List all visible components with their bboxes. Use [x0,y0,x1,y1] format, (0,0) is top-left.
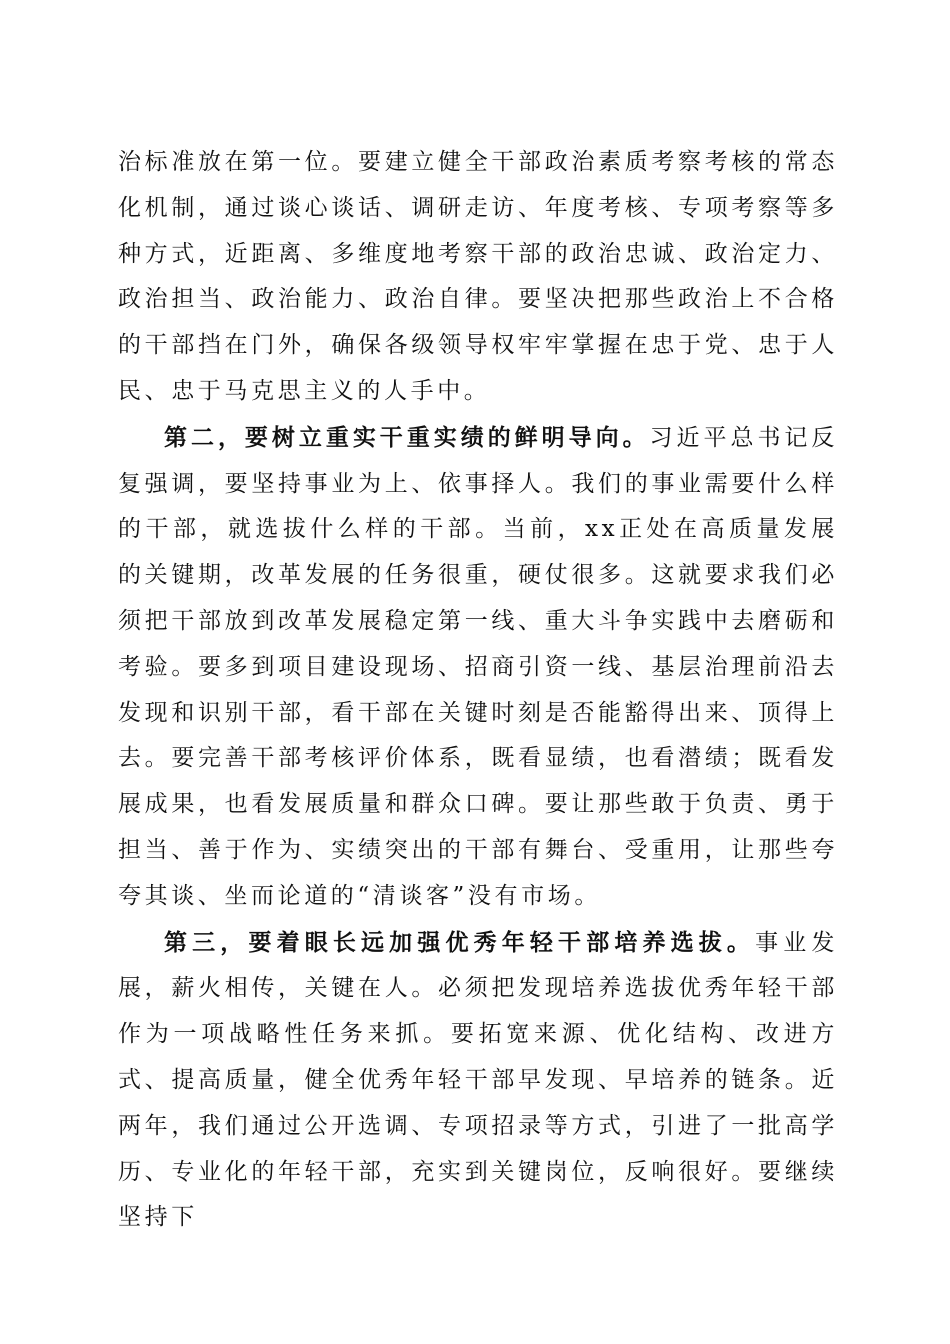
paragraph-1-body: 治标准放在第一位。要建立健全干部政治素质考察考核的常态化机制，通过谈心谈话、调研走访、年度考核、专项考察等多种方式，近距离、多维度地考察干部的政治忠诚、政治定力、政治担当、政治能力、政治自律。要坚决把那些政治上不合格的干部挡在门外，确保各级领导权牢牢掌握在忠于党、忠于人民、忠于马克思主义的人手中。 [118,149,838,404]
paragraph-2 [118,415,838,920]
paragraph-3 [118,920,838,1242]
paragraph-3-heading: 第三，要着眼长远加强优秀年轻干部培养选拔。 [164,928,756,956]
paragraph-2-body: 习近平总书记反复强调，要坚持事业为上、依事择人。我们的事业需要什么样的干部，就选拔什么样的干部。当前，xx正处在高质量发展的关键期，改革发展的任务很重，硬仗很多。这就要求我们必须把干部放到改革发展稳定第一线、重大斗争实践中去磨砺和考验。要多到项目建设现场、招商引资一线、基层治理前沿去发现和识别干部，看干部在关键时刻是否能豁得出来、顶得上去。要完善干部考核评价体系，既看显绩，也看潜绩；既看发展成果，也看发展质量和群众口碑。要让那些敢于负责、勇于担当、善于作为、实绩突出的干部有舞台、受重用，让那些夸夸其谈、坐而论道的“清谈客”没有市场。 [118,424,838,909]
paragraph-3-body: 事业发展，薪火相传，关键在人。必须把发现培养选拔优秀年轻干部作为一项战略性任务来抓。要拓宽来源、优化结构、改进方式、提高质量，健全优秀年轻干部早发现、早培养的链条。近两年，我们通过公开选调、专项招录等方式，引进了一批高学历、专业化的年轻干部，充实到关键岗位，反响很好。要继续坚持下 [118,929,838,1231]
paragraph-1 [118,140,838,415]
document-body [118,140,838,1241]
paragraph-2-heading: 第二，要树立重实干重实绩的鲜明导向。 [164,423,650,451]
